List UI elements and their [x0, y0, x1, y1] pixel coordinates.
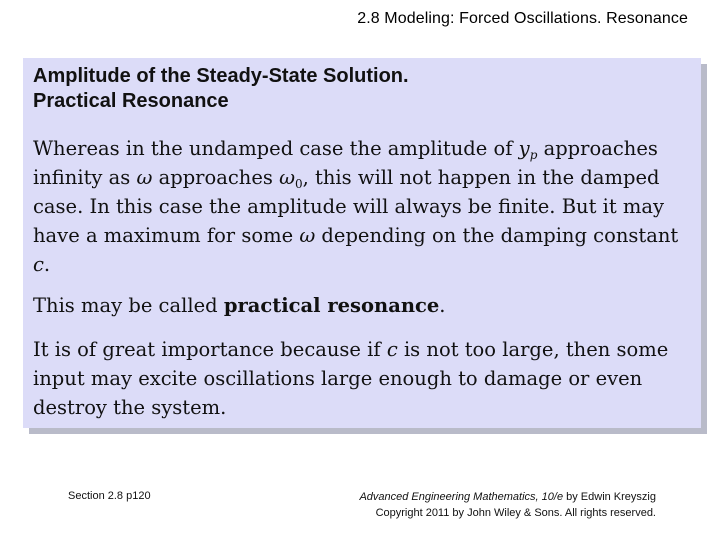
paragraph-importance — [33, 335, 695, 422]
p1-text-2: approaches infinity as — [33, 137, 658, 189]
c-symbol: c — [33, 253, 44, 276]
c-symbol-2: c — [386, 338, 398, 361]
p1-text-6: . — [43, 253, 51, 276]
omega-symbol-2: ω — [299, 224, 316, 247]
footer-section-reference: Section 2.8 p120 — [68, 490, 151, 502]
p1-text-4: , this will not happen in the damped case. In this case the amplitude will always be finite. But it may have a maximum for some — [33, 166, 665, 247]
term-practical-resonance: practical resonance — [223, 294, 440, 317]
omega-zero-subscript: 0 — [295, 177, 303, 191]
p1-text-1: Whereas in the undamped case the amplitude of — [33, 137, 519, 160]
omega-zero-symbol: ω — [279, 166, 295, 189]
p1-text-3: approaches — [152, 166, 280, 189]
paragraph-practical-resonance — [33, 291, 695, 320]
section-header: 2.8 Modeling: Forced Oscillations. Resonance — [357, 10, 688, 27]
footer-author: by Edwin Kreyszig — [563, 491, 656, 503]
yp-symbol: y — [518, 137, 530, 160]
footer-book-title: Advanced Engineering Mathematics, 10/e — [359, 491, 564, 503]
p3-text-2: is not too large, then some input may excite oscillations large enough to damage or even destroy the system. — [33, 338, 669, 419]
footer-copyright — [359, 489, 656, 521]
p2-text-1: This may be called — [33, 294, 224, 317]
p3-text-1: It is of great importance because if — [33, 338, 387, 361]
slide-title — [33, 64, 409, 114]
slide-title-line-1: Amplitude of the Steady-State Solution. — [33, 65, 409, 87]
p2-text-2: . — [439, 294, 446, 317]
slide-title-line-2: Practical Resonance — [33, 90, 229, 112]
yp-subscript: p — [529, 148, 538, 162]
footer-copyright-line: Copyright 2011 by John Wiley & Sons. All rights reserved. — [375, 507, 656, 519]
content-panel — [23, 58, 701, 428]
footer-book-line — [359, 489, 656, 505]
p1-text-5: depending on the damping constant — [315, 224, 679, 247]
paragraph-undamped-vs-damped — [33, 134, 695, 279]
omega-symbol: ω — [136, 166, 153, 189]
